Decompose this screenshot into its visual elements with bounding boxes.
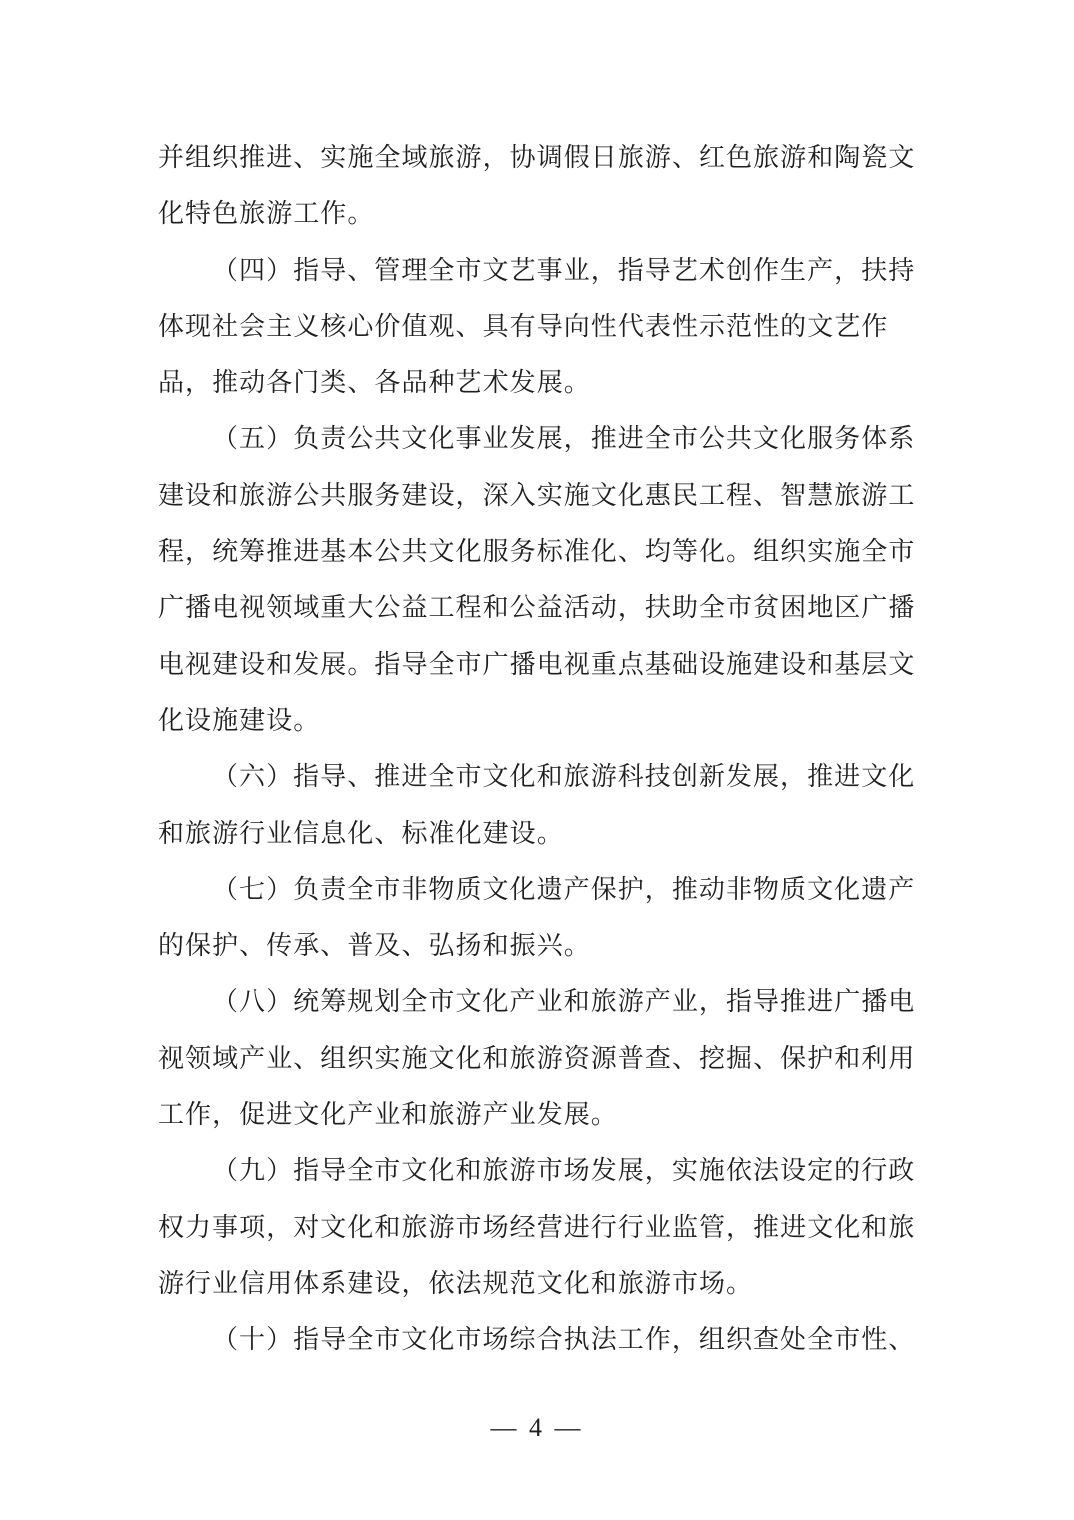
- text-line: 工作，促进文化产业和旅游产业发展。: [158, 1100, 618, 1130]
- text-line: 和旅游行业信息化、标准化建设。: [158, 818, 564, 848]
- text-line: （十）指导全市文化市场综合执法工作，组织查处全市性、: [212, 1325, 916, 1355]
- text-line: （七）负责全市非物质文化遗产保护，推动非物质文化遗产: [212, 874, 916, 904]
- text-line: 权力事项，对文化和旅游市场经营进行行业监管，推进文化和旅: [158, 1212, 916, 1242]
- text-line: （九）指导全市文化和旅游市场发展，实施依法设定的行政: [212, 1156, 916, 1186]
- text-line: 化特色旅游工作。: [158, 199, 375, 229]
- text-line: 化设施建设。: [158, 705, 321, 735]
- text-line: 体现社会主义核心价值观、具有导向性代表性示范性的文艺作: [158, 311, 889, 341]
- text-line: 游行业信用体系建设，依法规范文化和旅游市场。: [158, 1268, 754, 1298]
- page-number: — 4 —: [490, 1413, 584, 1442]
- text-line: 并组织推进、实施全域旅游，协调假日旅游、红色旅游和陶瓷文: [158, 143, 916, 172]
- text-line: （四）指导、管理全市文艺事业，指导艺术创作生产，扶持: [212, 255, 916, 285]
- text-line: 的保护、传承、普及、弘扬和振兴。: [158, 931, 591, 961]
- text-line: 程，统筹推进基本公共文化服务标准化、均等化。组织实施全市: [158, 537, 916, 567]
- text-line: 视领域产业、组织实施文化和旅游资源普查、挖掘、保护和利用: [158, 1043, 916, 1073]
- document-body: [158, 130, 920, 1369]
- text-line: 电视建设和发展。指导全市广播电视重点基础设施建设和基层文: [158, 649, 916, 679]
- text-line: 品，推动各门类、各品种艺术发展。: [158, 368, 591, 398]
- text-line: （五）负责公共文化事业发展，推进全市公共文化服务体系: [212, 424, 916, 454]
- text-line: 建设和旅游公共服务建设，深入实施文化惠民工程、智慧旅游工: [158, 480, 916, 510]
- text-line: 广播电视领域重大公益工程和公益活动，扶助全市贫困地区广播: [158, 593, 916, 623]
- text-line: （六）指导、推进全市文化和旅游科技创新发展，推进文化: [212, 762, 916, 792]
- text-line: （八）统筹规划全市文化产业和旅游产业，指导推进广播电: [212, 987, 916, 1017]
